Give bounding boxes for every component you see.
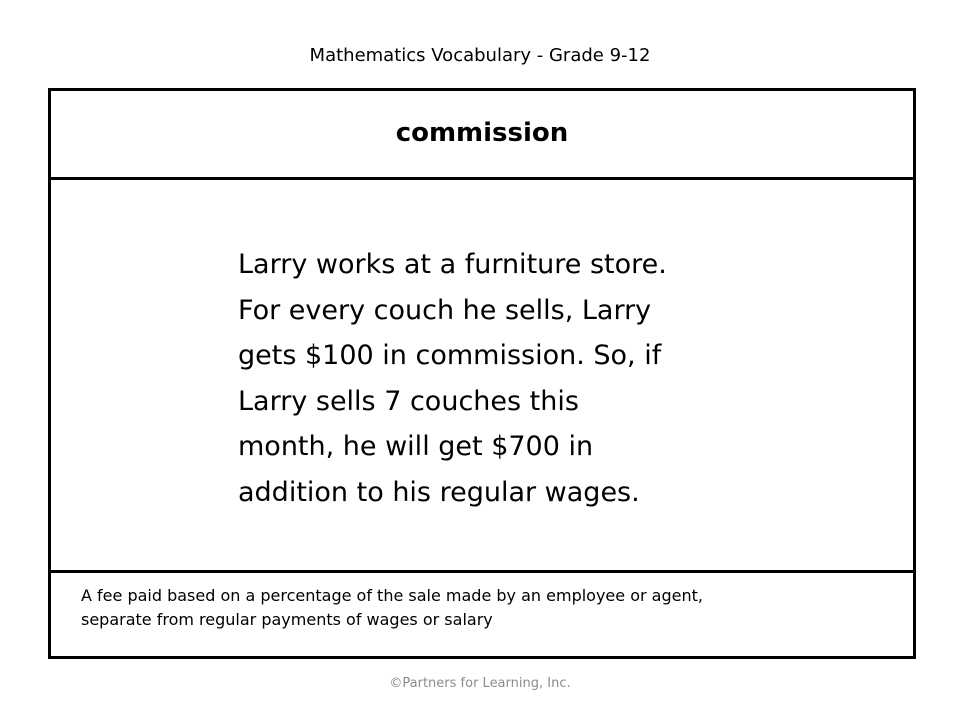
copyright-footer: ©Partners for Learning, Inc. (389, 676, 571, 691)
vocabulary-term: commission (395, 118, 569, 148)
definition-section (51, 573, 913, 656)
term-section (51, 91, 913, 180)
vocabulary-card (48, 88, 916, 659)
example-section (51, 180, 913, 573)
page-title: Mathematics Vocabulary - Grade 9-12 (309, 45, 651, 66)
example-text: Larry works at a furniture store. For every couch he sells, Larry gets $100 in commission. So, if Larry sells 7 couches this month, he will get $700 in addition to his regular wages. (238, 249, 667, 508)
definition-text: A fee paid based on a percentage of the sale made by an employee or agent, separate from regular payments of wages or salary (81, 586, 703, 629)
